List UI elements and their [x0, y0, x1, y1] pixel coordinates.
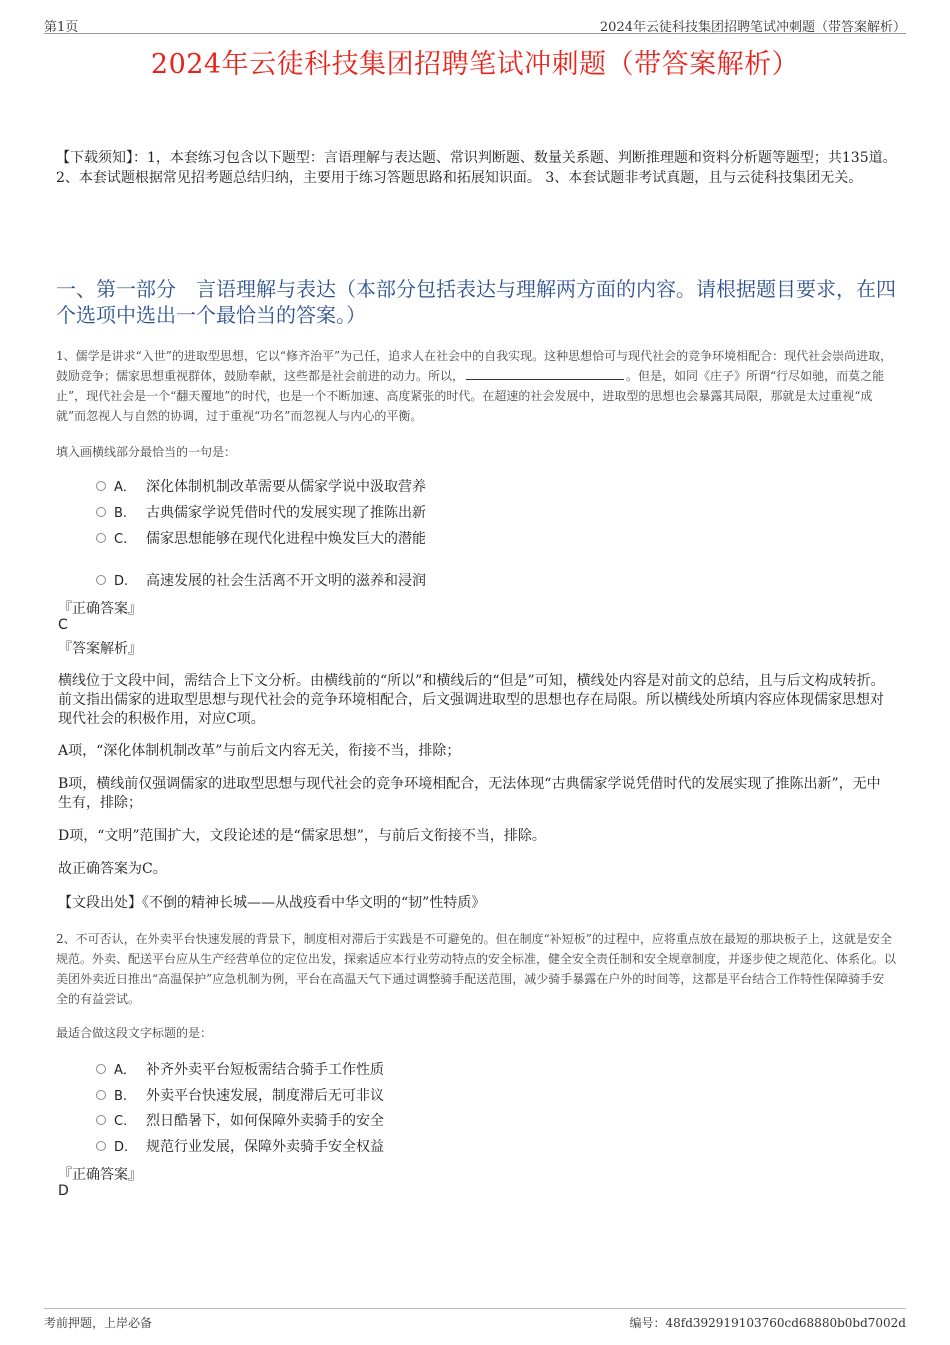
option-letter: D.: [114, 574, 129, 589]
option-letter: A．: [114, 480, 136, 495]
correct-answer: C: [58, 617, 68, 633]
question-1-option-d[interactable]: [96, 570, 426, 590]
correct-answer-label: 『正确答案』: [58, 601, 142, 617]
analysis-paragraph: B项，横线前仅强调儒家的进取型思想与现代社会的竞争环境相配合，无法体现“古典儒家学说凭借时代的发展实现了推陈出新”，无中生有，排除；: [58, 776, 881, 811]
option-text: 外卖平台快速发展，制度滞后无可非议: [146, 1088, 384, 1104]
footer-slogan: 考前押题，上岸必备: [44, 1316, 153, 1330]
option-text: 高速发展的社会生活离不开文明的滋养和浸润: [146, 573, 426, 589]
question-1-text-before: 1、儒学是讲求“入世”的进取型思想，它以“修齐治平”为己任，追求人在社会中的自我实现。这种思想恰可与现代社会的竞争环境相配合：现代社会崇尚进取，鼓励竞争；儒家思想重视群体，鼓励奉献，这些都是社会前进的动力。所以，: [56, 349, 893, 383]
option-letter: D.: [114, 1140, 129, 1155]
option-letter: A．: [114, 1063, 136, 1078]
option-letter: B.: [114, 506, 128, 521]
question-2-option-b[interactable]: [96, 1085, 384, 1105]
passage-source: 【文段出处】《不倒的精神长城——从战疫看中华文明的“韧”性特质》: [58, 895, 486, 911]
section-heading: 一、第一部分 言语理解与表达（本部分包括表达与理解两方面的内容。请根据题目要求，在四个选项中选出一个最恰当的答案。）: [56, 277, 896, 327]
radio-button[interactable]: [96, 1090, 106, 1100]
option-letter: B.: [114, 1089, 128, 1104]
analysis-paragraph: A项，“深化体制机制改革”与前后文内容无关，衔接不当，排除；: [58, 743, 461, 759]
question-1-option-a[interactable]: [96, 476, 426, 496]
radio-button[interactable]: [96, 481, 106, 491]
header-doc-title: 2024年云徒科技集团招聘笔试冲刺题（带答案解析）: [599, 20, 906, 35]
option-text: 儒家思想能够在现代化进程中焕发巨大的潜能: [146, 531, 426, 547]
option-text: 古典儒家学说凭借时代的发展实现了推陈出新: [146, 505, 426, 521]
question-2-prompt: 最适合做这段文字标题的是：: [56, 1026, 213, 1040]
question-2-text: 2、不可否认，在外卖平台快速发展的背景下，制度相对滞后于实践是不可避免的。但在制度“补短板”的过程中，应将重点放在最短的那块板子上，这就是安全规范。外卖、配送平台应从生产经营单位的定位出发，探索适应本行业劳动特点的安全标准，健全安全责任制和安全规章制度，并逐步使之规范化、体系化。以美团外卖近日推出“高温保护”应急机制为例，平台在高温天气下通过调整骑手配送范围，减少骑手暴露在户外的时间等，这都是平台结合工作特性保障骑手安全的有益尝试。: [56, 932, 897, 1006]
correct-answer: D: [58, 1183, 69, 1199]
analysis-label: 『答案解析』: [58, 641, 142, 657]
fill-blank: [466, 368, 624, 380]
page-header: [44, 14, 906, 34]
radio-button[interactable]: [96, 1115, 106, 1125]
question-2-option-d[interactable]: [96, 1136, 384, 1156]
question-1-text: [56, 346, 896, 426]
page-number: 第1页: [44, 20, 79, 35]
option-text: 规范行业发展，保障外卖骑手安全权益: [146, 1139, 384, 1155]
question-2-option-a[interactable]: [96, 1059, 384, 1079]
radio-button[interactable]: [96, 575, 106, 585]
question-1-text-after: 。但是，如同《庄子》所谓“行尽如驰，而莫之能止”，现代社会是一个“翻天覆地”的时代，也是一个不断加速、高度紧张的时代。在超速的社会发展中，进取型的思想也会暴露其局限，那就是太过重视“成就”而忽视人与自然的协调，过于重视“功名”而忽视人与内心的平衡。: [56, 369, 885, 423]
question-1-prompt: 填入画横线部分最恰当的一句是：: [56, 445, 237, 459]
question-1-option-c[interactable]: [96, 528, 426, 548]
document-title: 2024年云徒科技集团招聘笔试冲刺题（带答案解析）: [150, 49, 800, 80]
radio-button[interactable]: [96, 533, 106, 543]
download-notice: 【下载须知】：1，本套练习包含以下题型：言语理解与表达题、常识判断题、数量关系题、判断推理题和资料分析题等题型；共135道。 2、本套试题根据常见招考题总结归纳，主要用于练习答题思路和拓展知识面。 3、本套试题非考试真题，且与云徒科技集团无关。: [56, 150, 897, 186]
radio-button[interactable]: [96, 1141, 106, 1151]
option-text: 深化体制机制改革需要从儒家学说中汲取营养: [146, 479, 426, 495]
analysis-paragraph: D项，“文明”范围扩大，文段论述的是“儒家思想”，与前后文衔接不当，排除。: [58, 828, 546, 844]
radio-button[interactable]: [96, 507, 106, 517]
option-letter: C.: [114, 1114, 128, 1129]
question-1-option-b[interactable]: [96, 502, 426, 522]
option-text: 补齐外卖平台短板需结合骑手工作性质: [146, 1062, 384, 1078]
correct-answer-label: 『正确答案』: [58, 1167, 142, 1183]
document-id: 编号：48fd392919103760cd68880b0bd7002d: [629, 1316, 906, 1330]
footer-divider: [44, 1308, 906, 1309]
analysis-paragraph: 横线位于文段中间，需结合上下文分析。由横线前的“所以”和横线后的“但是”可知，横线处内容是对前文的总结，且与后文构成转折。前文指出儒家的进取型思想与现代社会的竞争环境相配合，后文强调进取型的思想也存在局限。所以横线处所填内容应体现儒家思想对现代社会的积极作用，对应C项。: [58, 673, 885, 727]
analysis-conclusion: 故正确答案为C。: [58, 861, 167, 877]
radio-button[interactable]: [96, 1064, 106, 1074]
question-2-option-c[interactable]: [96, 1110, 384, 1130]
option-letter: C.: [114, 532, 128, 547]
option-text: 烈日酷暑下，如何保障外卖骑手的安全: [146, 1113, 384, 1129]
